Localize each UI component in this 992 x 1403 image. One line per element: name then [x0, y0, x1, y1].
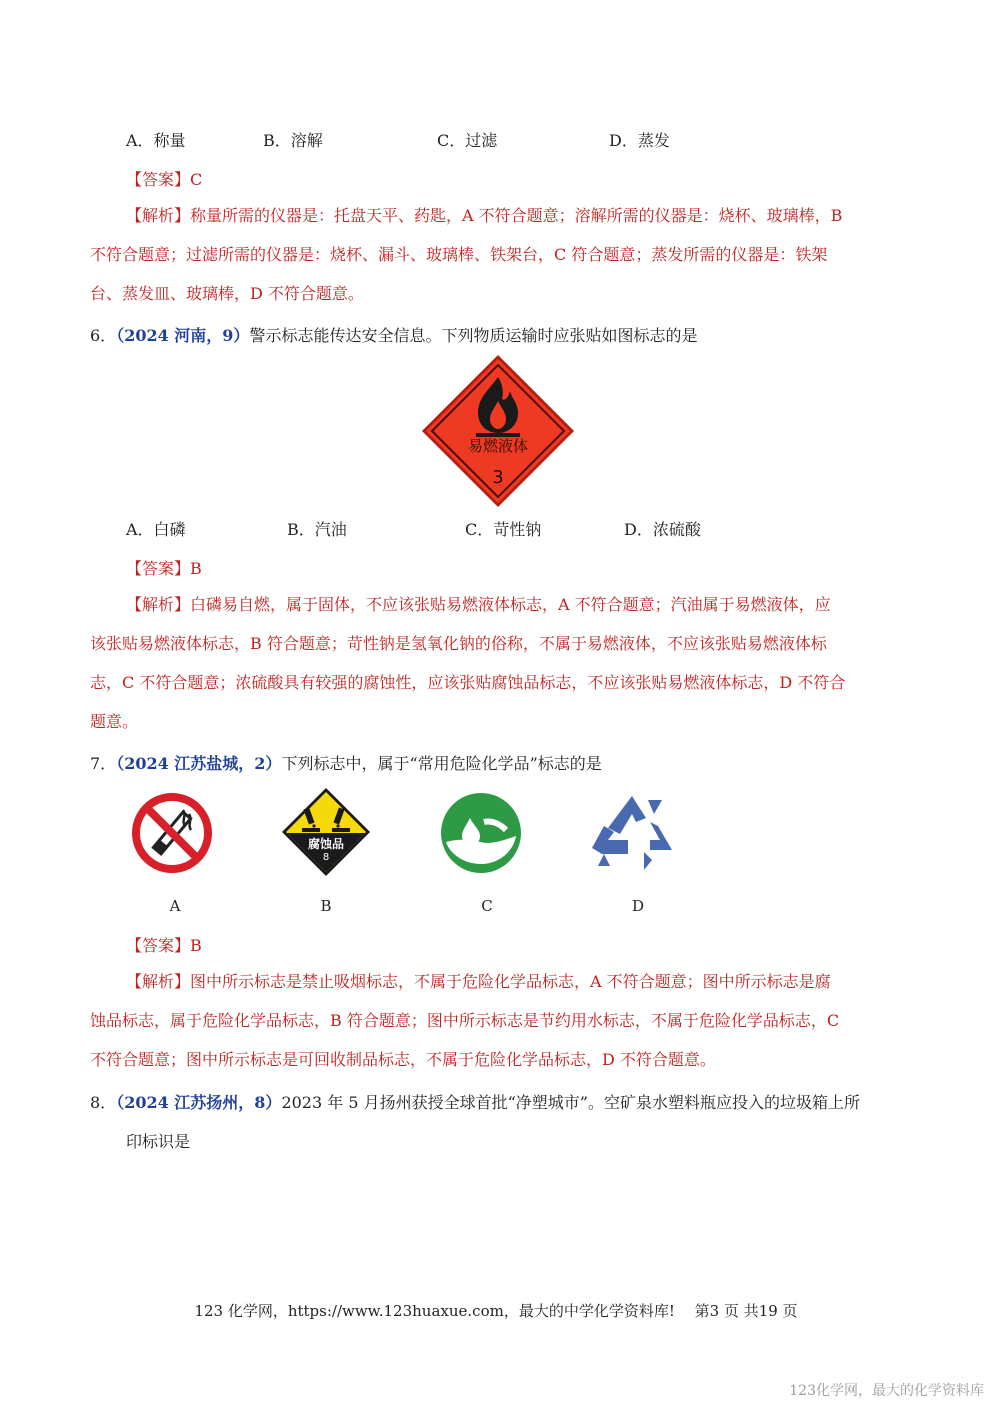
page-footer: 123 化学网，https://www.123huaxue.com，最大的中学化学资料库! 第3 页 共19 页	[194, 1302, 798, 1320]
corrosive-number: 8	[322, 852, 330, 863]
q5-analysis	[90, 196, 842, 313]
corrosive-sign	[280, 786, 372, 878]
q8-stem-continued: 印标识是	[126, 1132, 191, 1151]
question-number: 8．	[90, 1093, 117, 1112]
no-smoking-sign	[131, 792, 213, 874]
q6-option-c: C．苛性钠	[465, 520, 542, 539]
question-number: 7．	[90, 754, 117, 773]
q5-option-d: D．蒸发	[609, 131, 670, 150]
answer-value: C	[190, 170, 203, 189]
analysis-line: 【解析】图中所示标志是禁止吸烟标志，不属于危险化学品标志，A 不符合题意；图中所示标志是腐	[126, 972, 831, 991]
answer-tag: 【答案】	[126, 936, 191, 955]
q8-stem	[90, 1090, 860, 1113]
analysis-line: 台、蒸发皿、玻璃棒，D 不符合题意。	[90, 284, 364, 303]
q5-option-a: A．称量	[126, 131, 186, 150]
analysis-line: 题意。	[90, 712, 139, 731]
q6-answer	[126, 556, 202, 579]
question-text: 下列标志中，属于“常用危险化学品”标志的是	[281, 754, 602, 773]
q7-analysis	[90, 962, 839, 1079]
q5-option-c: C．过滤	[437, 131, 498, 150]
q6-analysis	[90, 585, 845, 741]
analysis-line: 【解析】白磷易自燃，属于固体，不应该张贴易燃液体标志，A 不符合题意；汽油属于易燃液体，应	[126, 595, 831, 614]
q5-answer	[126, 167, 202, 190]
question-source: （2024 江苏盐城，2）	[116, 754, 282, 773]
watermark: 123化学网，最大的化学资料库	[789, 1383, 984, 1399]
corrosive-label: 腐蚀品	[307, 837, 344, 851]
q7-stem	[90, 751, 602, 774]
recycle-sign	[588, 792, 676, 872]
analysis-line: 志，C 不符合题意；浓硫酸具有较强的腐蚀性，应该张贴腐蚀品标志，不应该张贴易燃液体标志，D 不符合	[90, 673, 846, 692]
q7-caption-a: A	[169, 897, 181, 915]
q6-option-d: D．浓硫酸	[624, 520, 701, 539]
question-number: 6．	[90, 326, 117, 345]
q7-caption-d: D	[631, 897, 645, 915]
question-text: 警示标志能传达安全信息。下列物质运输时应张贴如图标志的是	[249, 326, 698, 345]
water-saving-sign	[440, 792, 522, 874]
q7-caption-b: B	[320, 897, 332, 915]
answer-value: B	[190, 559, 202, 578]
q5-option-b: B．溶解	[263, 131, 323, 150]
answer-tag: 【答案】	[126, 170, 191, 189]
q7-answer	[126, 933, 202, 956]
question-source: （2024 江苏扬州，8）	[116, 1093, 282, 1112]
answer-tag: 【答案】	[126, 559, 191, 578]
analysis-line: 蚀品标志，属于危险化学品标志，B 符合题意；图中所示标志是节约用水标志，不属于危险化学品标志，C	[90, 1011, 840, 1030]
analysis-line: 该张贴易燃液体标志，B 符合题意；苛性钠是氢氧化钠的俗称，不属于易燃液体，不应该张贴易燃液体标	[90, 634, 827, 653]
sign-label: 易燃液体	[467, 437, 528, 455]
sign-number: 3	[492, 467, 504, 488]
recycle-icon	[592, 796, 672, 870]
q6-option-b: B．汽油	[287, 520, 347, 539]
answer-value: B	[190, 936, 202, 955]
q6-stem	[90, 323, 697, 346]
analysis-line: 不符合题意；过滤所需的仪器是：烧杯、漏斗、玻璃棒、铁架台，C 符合题意；蒸发所需的仪器是：铁架	[90, 245, 828, 264]
analysis-line: 不符合题意；图中所示标志是可回收制品标志，不属于危险化学品标志，D 不符合题意。	[90, 1050, 716, 1069]
q6-option-a: A．白磷	[126, 520, 186, 539]
question-text: 2023 年 5 月扬州获授全球首批“净塑城市”。空矿泉水塑料瓶应投入的垃圾箱上所	[281, 1093, 860, 1112]
analysis-line: 【解析】称量所需的仪器是：托盘天平、药匙，A 不符合题意；溶解所需的仪器是：烧杯、玻璃棒，B	[126, 206, 843, 225]
question-source: （2024 河南，9）	[116, 326, 250, 345]
q7-caption-c: C	[481, 897, 493, 915]
flammable-liquid-sign	[420, 353, 576, 509]
